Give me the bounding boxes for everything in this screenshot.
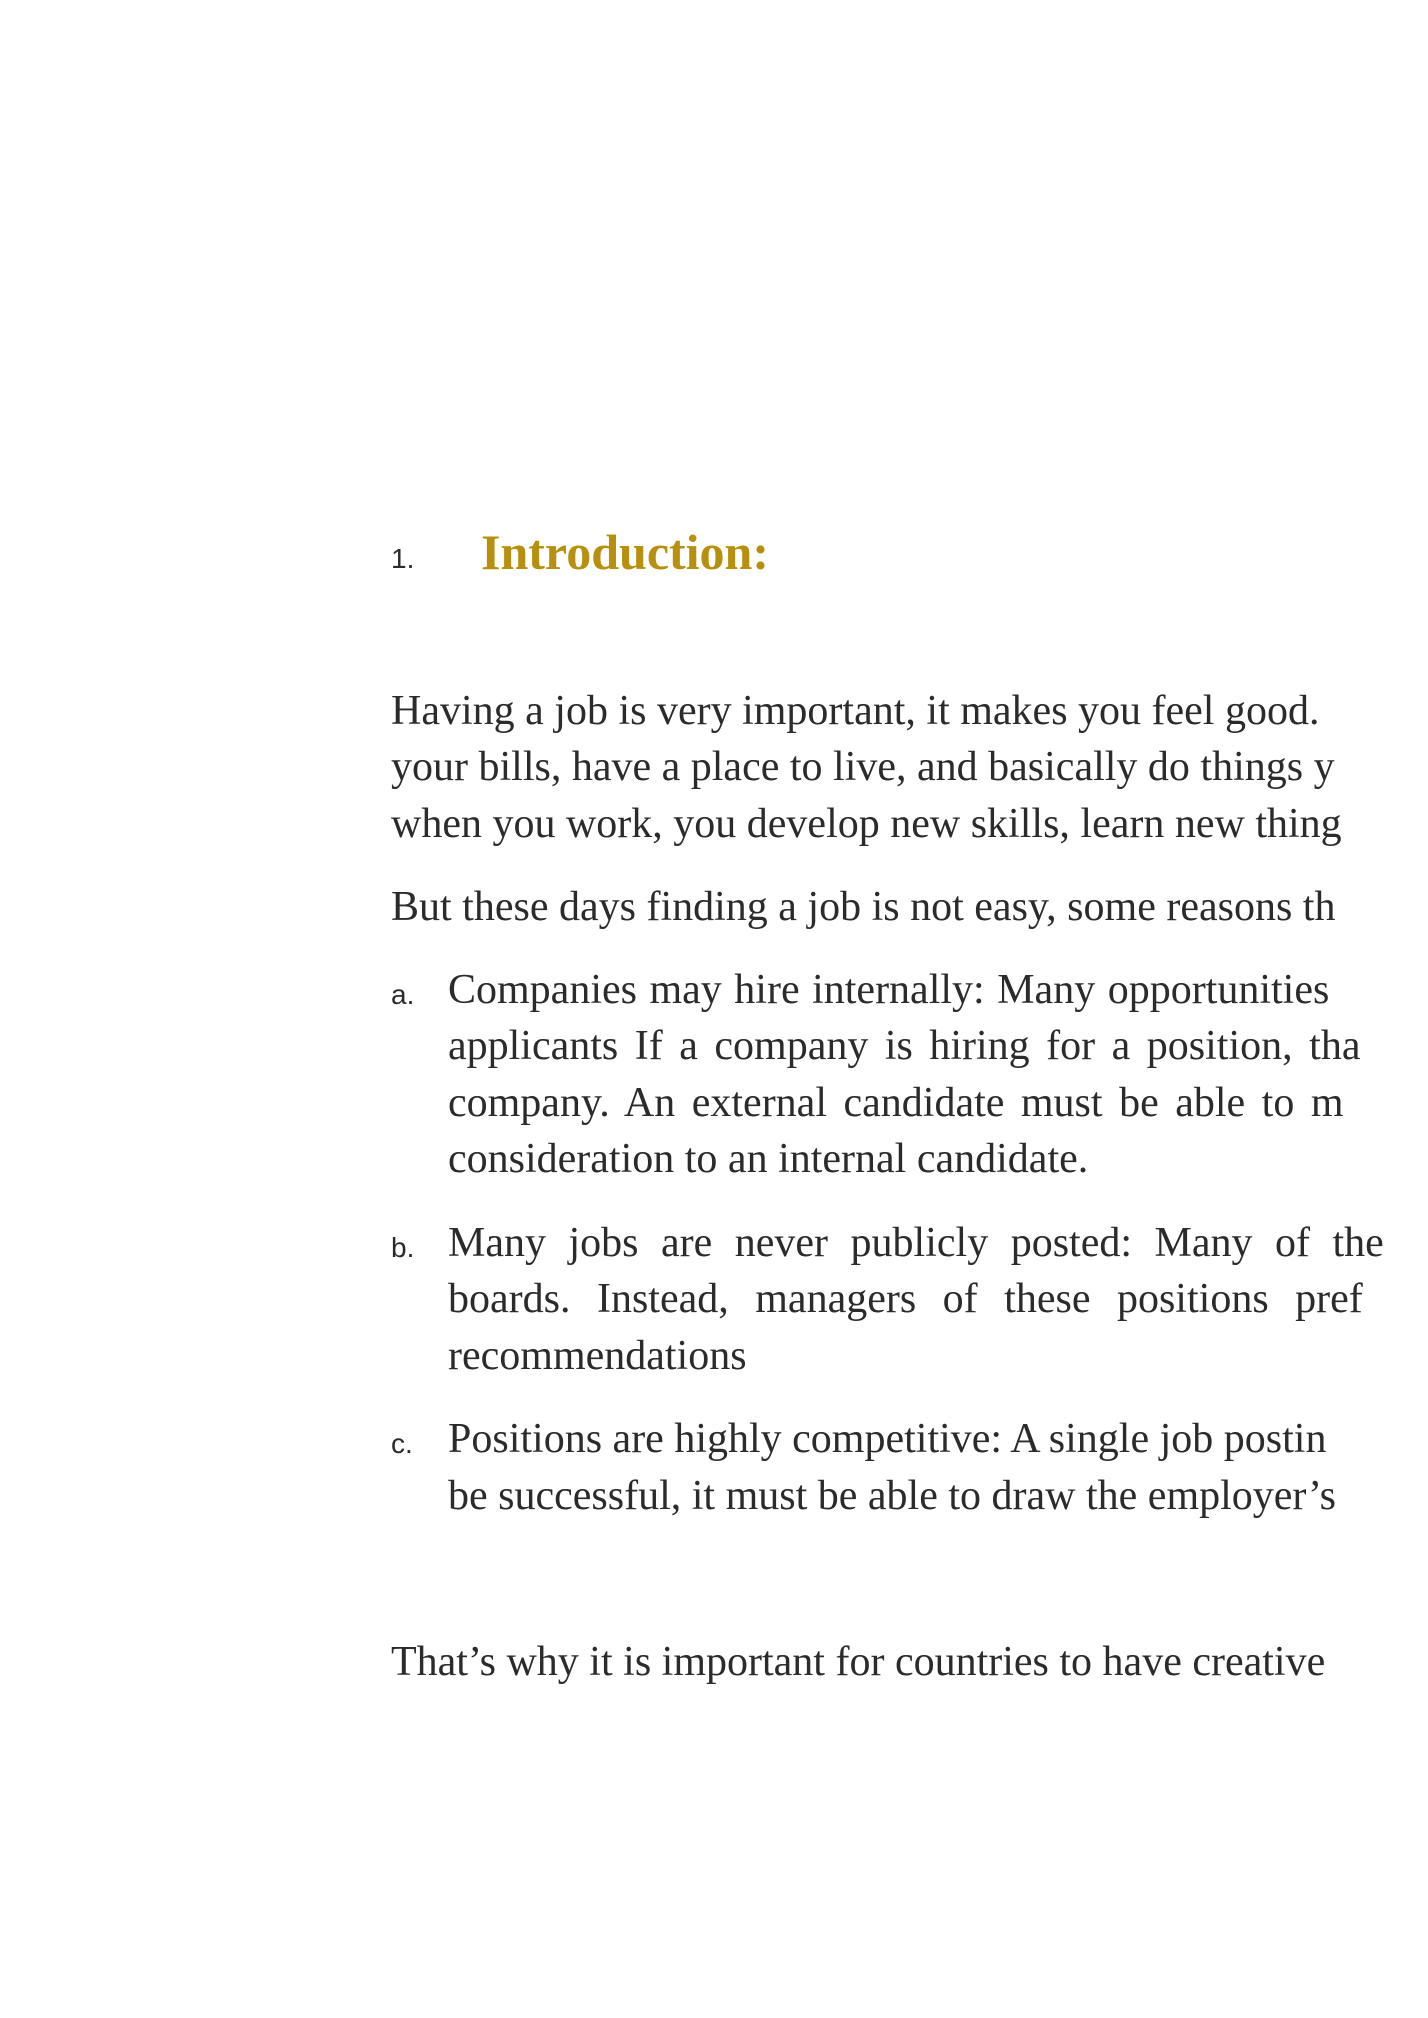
list-item-line: Positions are highly competitive: A single job postin: [448, 1416, 1327, 1462]
list-item-line: Many jobs are never publicly posted: Many of the: [448, 1220, 1384, 1266]
list-item-line: recommendations: [448, 1333, 747, 1379]
list-item-line: consideration to an internal candidate.: [448, 1136, 1089, 1182]
paragraph-line: That’s why it is important for countries to have creative: [391, 1639, 1326, 1685]
list-item-line: Companies may hire internally: Many opportunities: [448, 967, 1330, 1013]
paragraph-line: Having a job is very important, it makes you feel good.: [391, 688, 1320, 734]
paragraph-line: But these days finding a job is not easy, some reasons th: [391, 884, 1336, 930]
list-item-line: be successful, it must be able to draw the employer’s: [448, 1473, 1336, 1519]
list-marker: b.: [391, 1232, 415, 1263]
list-item-line: applicants If a company is hiring for a position, tha: [448, 1023, 1361, 1069]
list-item-line: boards. Instead, managers of these positions pref: [448, 1276, 1363, 1322]
paragraph-line: when you work, you develop new skills, learn new thing: [391, 801, 1342, 847]
heading-number: 1.: [391, 543, 415, 574]
list-marker: a.: [391, 979, 415, 1010]
list-item-line: company. An external candidate must be able to m: [448, 1080, 1344, 1126]
list-marker: c.: [391, 1428, 413, 1459]
paragraph-line: your bills, have a place to live, and basically do things y: [391, 744, 1335, 790]
section-heading: Introduction:: [481, 524, 770, 580]
